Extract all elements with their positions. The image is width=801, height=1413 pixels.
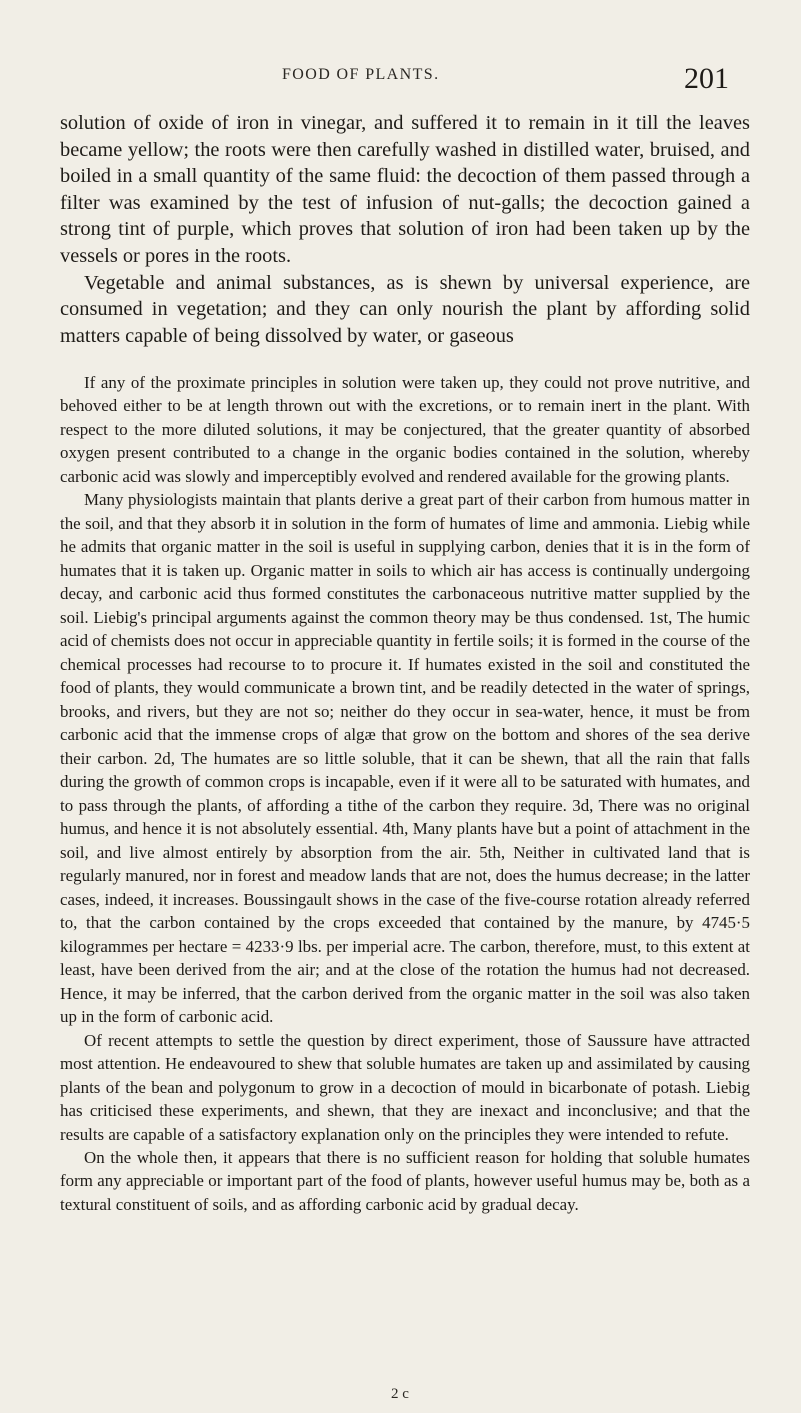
- paragraph-recent-attempts: Of recent attempts to settle the question by direct experiment, those of Saussure have attracted most attention. He endeavoured to shew that soluble humates are taken up and assimilated by causing plants of the bean and polygonum to grow in a decoction of mould in bicarbonate of potash. Liebig has criticised these experiments, and shewn, that they are inexact and inconclusive; and that the results are capable of a satisfactory explanation only on the principles they were intended to refute.: [60, 1030, 750, 1144]
- running-head-title: FOOD OF PLANTS.: [282, 66, 440, 83]
- paragraph-vegetable-substances: Vegetable and animal substances, as is shewn by universal experience, are consumed in vegetation; and they can only nourish the plant by affording solid matters capable of being dissolved by water, or gaseous: [60, 271, 750, 347]
- signature-mark: 2 c: [391, 1386, 409, 1402]
- note-text-block: [60, 371, 750, 1216]
- page-number: 201: [684, 62, 729, 95]
- paragraph-continued: solution of oxide of iron in vinegar, and suffered it to remain in it till the leaves became yellow; the roots were then carefully washed in distilled water, bruised, and boiled in a small quantity of the same fluid: the decoction of them passed through a filter was examined by the test of infusion of nut-galls; the decoction gained a strong tint of purple, which proves that solution of iron had been taken up by the vessels or pores in the roots.: [60, 112, 750, 267]
- paragraph-conclusion: On the whole then, it appears that there is no sufficient reason for holding that soluble humates form any appreciable or important part of the food of plants, however useful humus may be, both as a textural constituent of soils, and as affording carbonic acid by gradual decay.: [60, 1147, 750, 1214]
- paragraph-physiologists: Many physiologists maintain that plants derive a great part of their carbon from humous matter in the soil, and that they absorb it in solution in the form of humates of lime and ammonia. Liebig while he admits that organic matter in the soil is useful in supplying carbon, denies that it is in the form of humates that it is taken up. Organic matter in soils to which air has access is continually undergoing decay, and carbonic acid thus formed constitutes the carbonaceous nutritive matter supplied by the soil. Liebig's principal arguments against the common theory may be thus condensed. 1st, The humic acid of chemists does not occur in appreciable quantity in fertile soils; it is formed in the course of the chemical processes had recourse to to procure it. If humates existed in the soil and constituted the food of plants, they would communicate a brown tint, and be readily detected in the water of springs, brooks, and rivers, but they are not so; neither do they occur in sea-water, hence, it must be from carbonic acid that the immense crops of algæ that grow on the bottom and shores of the sea derive their carbon. 2d, The humates are so little soluble, that it can be shewn, that all the rain that falls during the growth of common crops is incapable, even if it were all to be saturated with humates, and to pass through the plants, of affording a tithe of the carbon they require. 3d, There was no original humus, and hence it is not absolutely essential. 4th, Many plants have but a point of attachment in the soil, and live almost entirely by absorption from the air. 5th, Neither in cultivated land that is regularly manured, nor in forest and meadow lands that are not, does the humus decrease; in the latter cases, indeed, it increases. Boussingault shows in the case of the five-course rotation already referred to, that the carbon contained by the crops exceeded that contained by the manure, by 4745·5 kilogrammes per hectare = 4233·9 lbs. per imperial acre. The carbon, therefore, must, to this extent at least, have been derived from the air; and at the close of the rotation the humus had not decreased. Hence, it may be inferred, that the carbon derived from the organic matter in the soil was also taken up in the form of carbonic acid.: [60, 490, 750, 1027]
- paragraph-proximate-principles: If any of the proximate principles in solution were taken up, they could not prove nutritive, and behoved either to be at length thrown out with the excretions, or to remain inert in the plant. With respect to the more diluted solutions, it may be conjectured, that the greater quantity of absorbed oxygen present contributed to a change in the organic bodies contained in the solution, whereby carbonic acid was slowly and imperceptibly evolved and rendered available for the growing plants.: [60, 373, 750, 486]
- main-text-block: [60, 110, 750, 349]
- running-head: [0, 62, 801, 102]
